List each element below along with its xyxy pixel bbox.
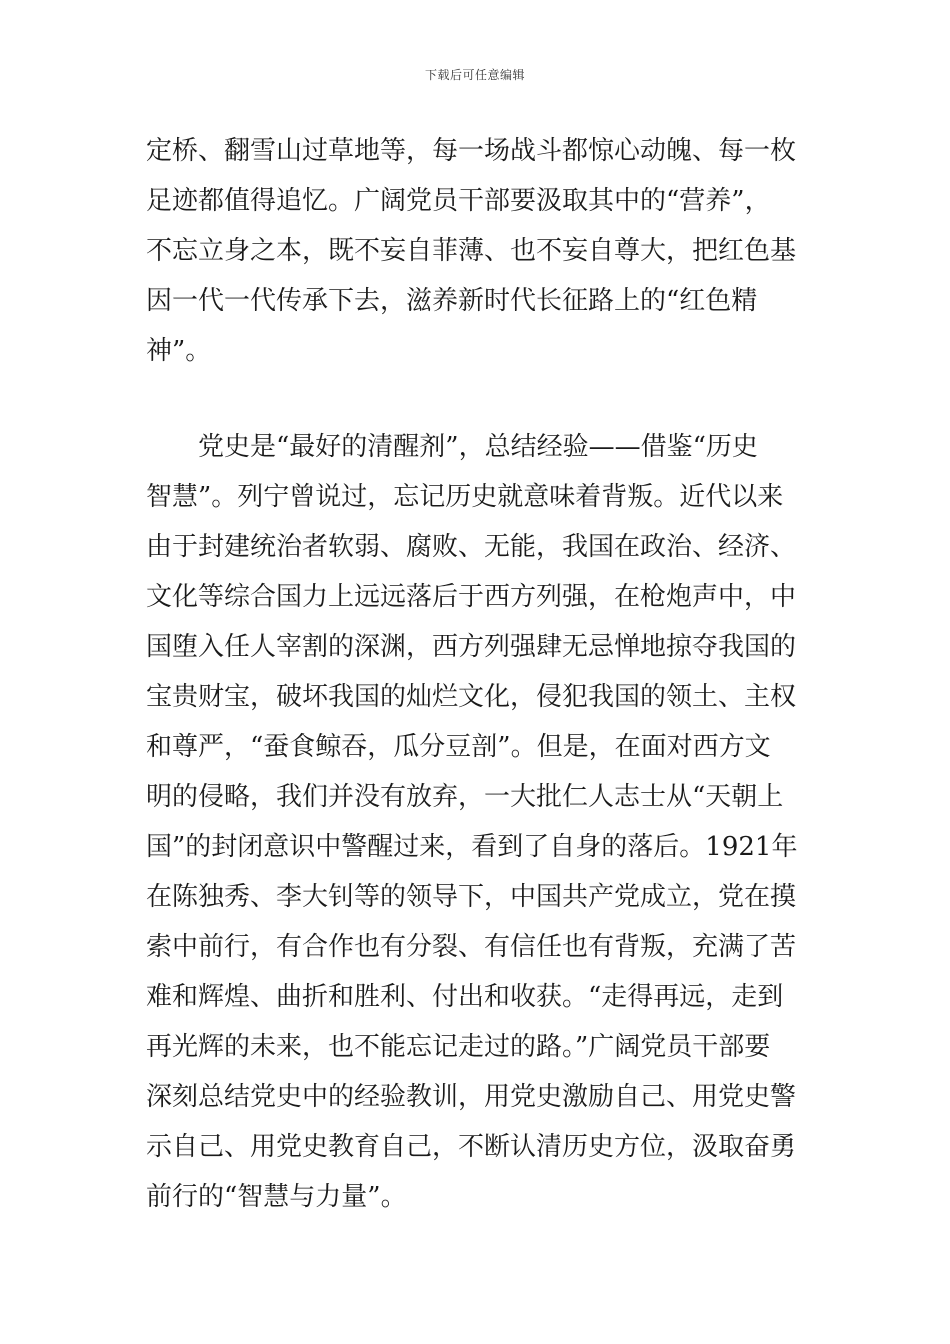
text-line: 明的侵略，我们并没有放弃，一大批仁人志士从“天朝上 <box>146 782 784 812</box>
text-line: 党史是“最好的清醒剂”，总结经验——借鉴“历史 <box>198 432 758 462</box>
text-line: 国”的封闭意识中警醒过来，看到了自身的落后。1921年 <box>146 832 798 862</box>
text-line: 示自己、用党史教育自己，不断认清历史方位，汲取奋勇 <box>146 1132 797 1162</box>
text-line: 和尊严，“蚕食鲸吞，瓜分豆剖”。但是，在面对西方文 <box>146 732 771 762</box>
page-header: 下载后可任意编辑 <box>424 68 525 82</box>
text-line: 难和辉煌、曲折和胜利、付出和收获。“走得再远，走到 <box>146 982 784 1012</box>
text-line: 不忘立身之本，既不妄自菲薄、也不妄自尊大，把红色基 <box>146 236 797 266</box>
text-line: 定桥、翻雪山过草地等，每一场战斗都惊心动魄、每一枚 <box>146 136 797 166</box>
text-line: 因一代一代传承下去，滋养新时代长征路上的“红色精 <box>146 286 758 316</box>
text-line: 宝贵财宝，破坏我国的灿烂文化，侵犯我国的领土、主权 <box>146 682 797 712</box>
text-line: 索中前行，有合作也有分裂、有信任也有背叛，充满了苦 <box>146 932 797 962</box>
text-line: 智慧”。列宁曾说过，忘记历史就意味着背叛。近代以来 <box>146 482 784 512</box>
text-line: 足迹都值得追忆。广阔党员干部要汲取其中的“营养”， <box>146 186 771 216</box>
text-line: 深刻总结党史中的经验教训，用党史激励自己、用党史警 <box>146 1082 797 1112</box>
text-line: 文化等综合国力上远远落后于西方列强，在枪炮声中，中 <box>146 582 797 612</box>
text-line: 再光辉的未来，也不能忘记走过的路。”广阔党员干部要 <box>146 1032 771 1062</box>
text-line: 在陈独秀、李大钊等的领导下，中国共产党成立，党在摸 <box>146 882 797 912</box>
text-line: 国堕入任人宰割的深渊，西方列强肆无忌惮地掠夺我国的 <box>146 632 797 662</box>
text-line: 神”。 <box>146 336 212 366</box>
text-line: 前行的“智慧与力量”。 <box>146 1182 407 1212</box>
text-line: 由于封建统治者软弱、腐败、无能，我国在政治、经济、 <box>146 532 797 562</box>
